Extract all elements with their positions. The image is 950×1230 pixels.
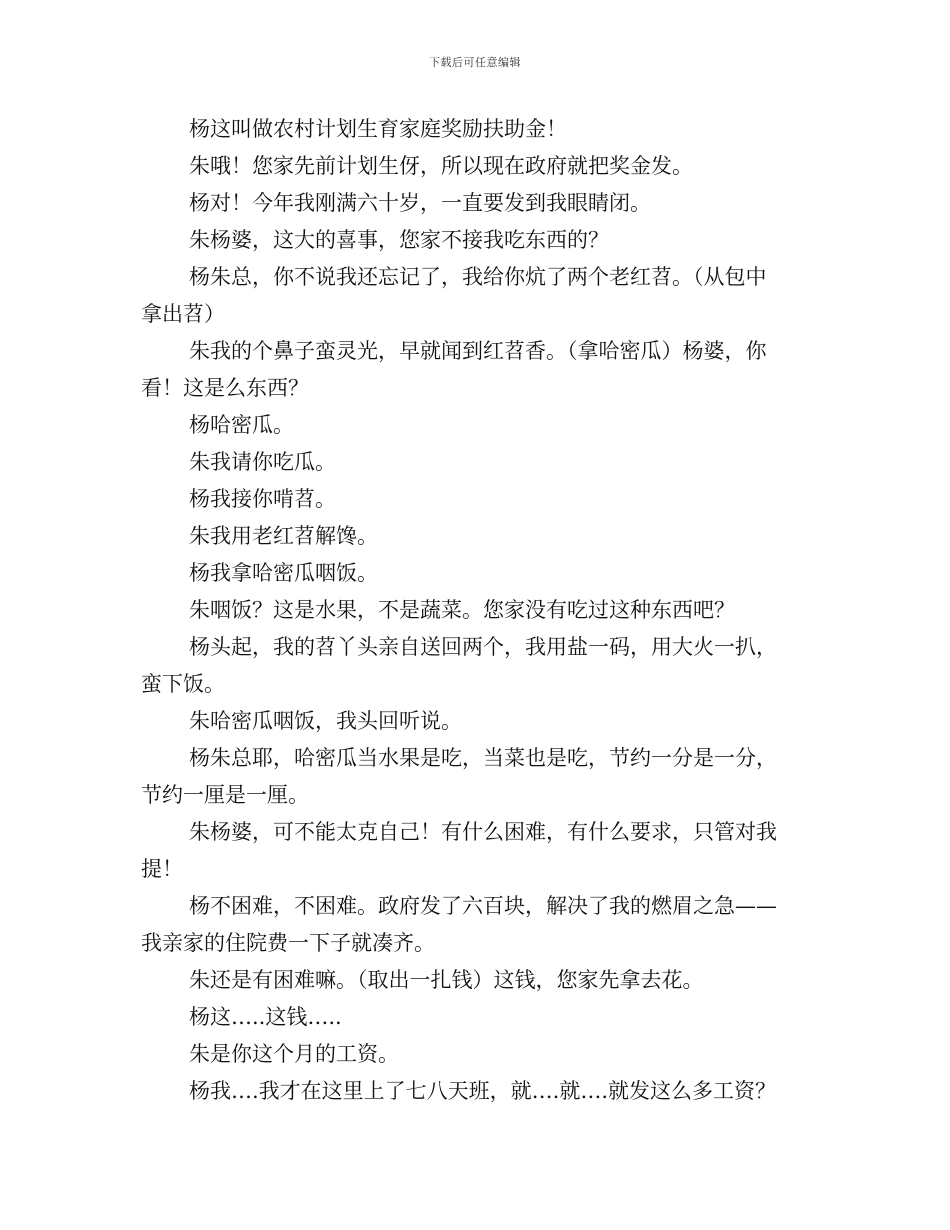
page-header: 下载后可任意编辑 <box>429 56 521 69</box>
text-line: 拿出苕） <box>141 302 225 326</box>
text-line: 朱哈密瓜咽饭，我头回听说。 <box>189 709 462 733</box>
text-line: 杨我….我才在这里上了七八天班，就….就….就发这么多工资？ <box>189 1079 777 1103</box>
text-line: 杨我拿哈密瓜咽饭。 <box>189 561 378 585</box>
text-line: 杨这…..这钱….. <box>189 1005 342 1029</box>
text-line: 杨头起，我的苕丫头亲自送回两个，我用盐一码，用大火一扒， <box>189 635 777 659</box>
text-line: 蛮下饭。 <box>141 672 225 696</box>
text-line: 朱我的个鼻子蛮灵光，早就闻到红苕香。（拿哈密瓜）杨婆，你 <box>189 339 767 363</box>
text-line: 杨我接你啃苕。 <box>189 487 336 511</box>
text-line: 杨不困难，不困难。政府发了六百块，解决了我的燃眉之急—— <box>189 894 777 918</box>
text-line: 朱还是有困难嘛。（取出一扎钱）这钱，您家先拿去花。 <box>189 968 704 992</box>
text-line: 杨朱总耶，哈密瓜当水果是吃，当菜也是吃，节约一分是一分， <box>189 746 777 770</box>
text-line: 节约一厘是一厘。 <box>141 783 309 807</box>
text-line: 朱是你这个月的工资。 <box>189 1042 399 1066</box>
text-line: 看！这是么东西？ <box>141 376 309 400</box>
script-body <box>141 111 801 1110</box>
text-line: 杨对！今年我刚满六十岁，一直要发到我眼睛闭。 <box>189 191 651 215</box>
text-line: 杨朱总，你不说我还忘记了，我给你炕了两个老红苕。（从包中 <box>189 265 767 289</box>
text-line: 提！ <box>141 857 183 881</box>
text-line: 朱我用老红苕解馋。 <box>189 524 378 548</box>
text-line: 朱杨婆，这大的喜事，您家不接我吃东西的？ <box>189 228 609 252</box>
text-line: 杨这叫做农村计划生育家庭奖励扶助金！ <box>189 117 567 141</box>
text-line: 朱我请你吃瓜。 <box>189 450 336 474</box>
text-line: 朱杨婆，可不能太克自己！有什么困难，有什么要求，只管对我 <box>189 820 777 844</box>
text-line: 杨哈密瓜。 <box>189 413 294 437</box>
text-line: 朱咽饭？这是水果，不是蔬菜。您家没有吃过这种东西吧？ <box>189 598 735 622</box>
text-line: 我亲家的住院费一下子就凑齐。 <box>141 931 435 955</box>
text-line: 朱哦！您家先前计划生伢，所以现在政府就把奖金发。 <box>189 154 693 178</box>
